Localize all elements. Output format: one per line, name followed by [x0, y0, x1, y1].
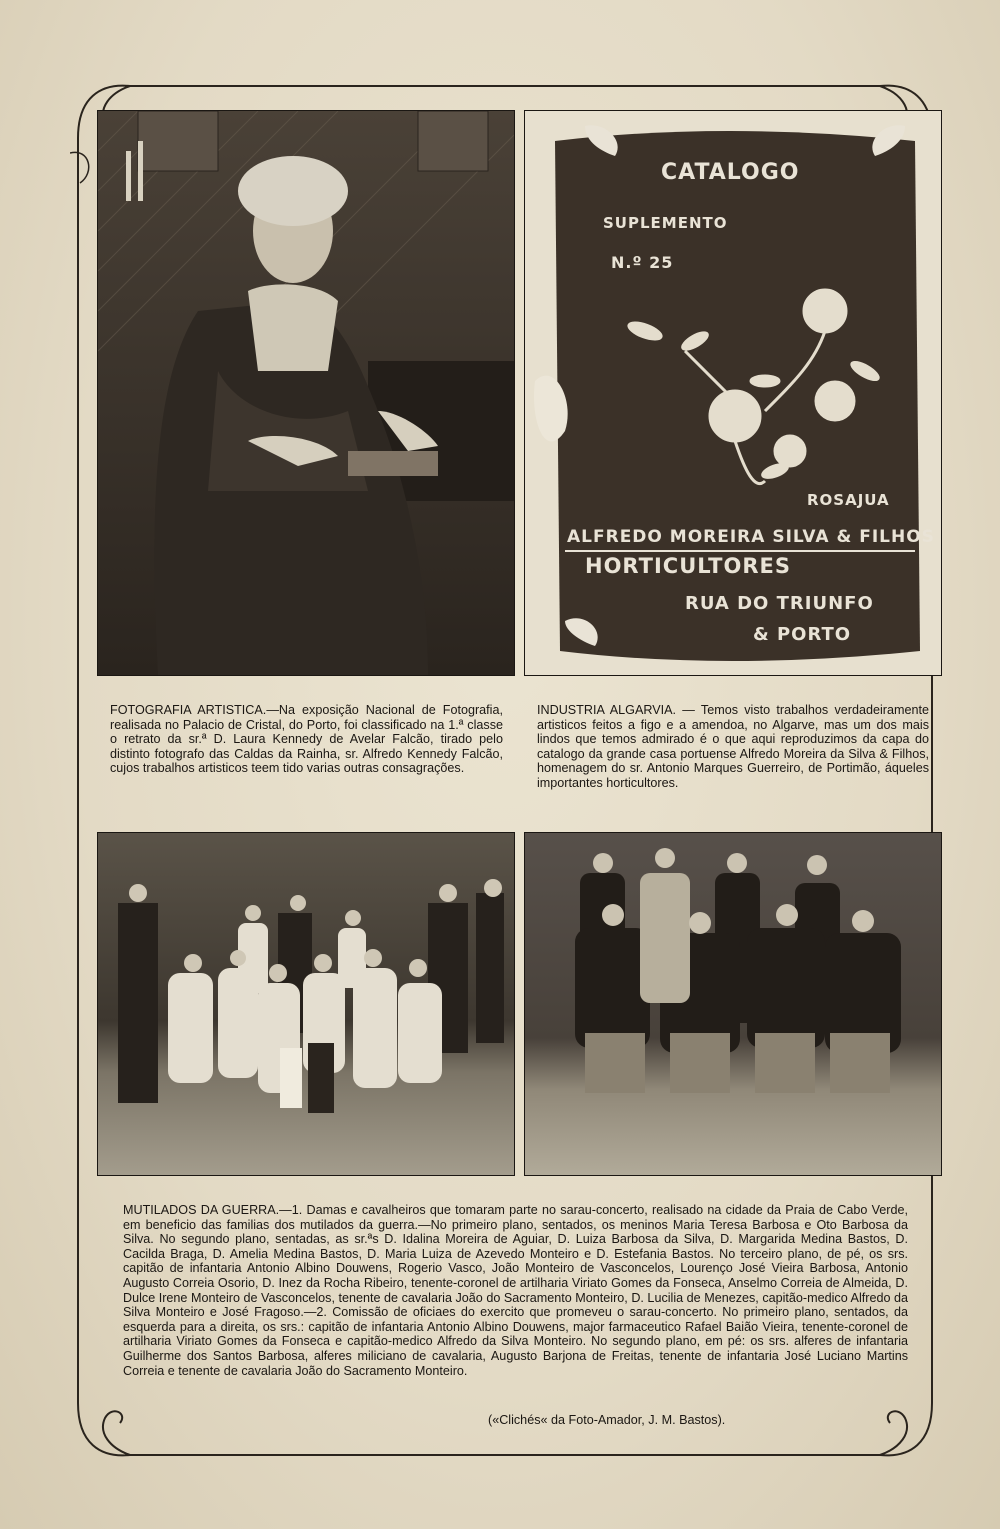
- caption-mutilados-lead: MUTILADOS DA GUERRA.: [123, 1203, 280, 1217]
- caption-industria: [537, 703, 929, 791]
- caption-fotografia: [110, 703, 503, 776]
- catalog-title: CATALOGO: [661, 160, 800, 185]
- catalog-rosajua: ROSAJUA: [807, 491, 890, 509]
- caption-industria-lead: INDUSTRIA ALGARVIA.: [537, 703, 677, 717]
- catalog-number: N.º 25: [611, 253, 674, 272]
- catalog-address: RUA DO TRIUNFO: [685, 593, 874, 614]
- group-ladies-photo: [97, 832, 515, 1176]
- catalog-horticultores: HORTICULTORES: [585, 554, 791, 578]
- caption-fotografia-lead: FOTOGRAFIA ARTISTICA.: [110, 703, 267, 717]
- photo-credit: («Clichés« da Foto-Amador, J. M. Bastos).: [488, 1413, 726, 1427]
- caption-fotografia-body: —Na exposição Nacional de Fotografia, realisada no Palacio de Cristal, do Porto, foi classificado na 1.ª classe o retrato da sr.ª D. Laura Kennedy de Avelar Falcão, tirado pelo distinto fotografo das Caldas da Rainha, sr. Alfredo Kennedy Falcão, cujos trabalhos artisticos teem tido varias outras consagrações.: [110, 703, 503, 776]
- catalog-city: & PORTO: [753, 624, 852, 645]
- catalog-cover-photo: [524, 110, 942, 676]
- caption-industria-body: — Temos visto trabalhos verdadeiramente artisticos feitos a figo e a amendoa, no Algarve, mas um dos mais lindos que temos admirado é o que aqui reproduzimos da capa do catalogo da grande casa portuense Alfredo Moreira da Silva & Filhos, homenagem do sr. Antonio Marques Guerreiro, de Portimão, áqueles importantes horticultores.: [537, 703, 929, 790]
- catalog-firm: ALFREDO MOREIRA SILVA & FILHOS: [567, 527, 935, 547]
- catalog-supplement: SUPLEMENTO: [603, 214, 728, 232]
- caption-mutilados-body: —1. Damas e cavalheiros que tomaram parte no sarau-concerto, realisado na cidade da Praia de Cabo Verde, em beneficio das familias dos mutilados da guerra.—No primeiro plano, sentados, os meninos Maria Teresa Barbosa e Oto Barbosa da Silva. No segundo plano, sentadas, as sr.ªs D. Idalina Moreira de Aguiar, D. Luiza Barbosa da Silva, D. Margarida Medina Bastos, D. Cacilda Braga, D. Amelia Medina Bastos, D. Maria Luiza de Azevedo Monteiro e D. Estefania Bastos. No terceiro plano, de pé, os srs. capitão de infantaria Antonio Albino Douwens, Rogerio Vasco, João Monteiro de Vasconcelos, Lourenço José Vieira Barbosa, Antonio Augusto Correia Osorio, D. Inez da Rocha Ribeiro, tenente-coronel de artilharia Viriato Gomes da Fonseca, Anselmo Correia de Almeida, D. Dulce Irene Monteiro de Vasconcelos, tenente de cavalaria João do Sacramento Monteiro, D. Lucilia de Menezes, capitão-medico Alfredo da Silva Monteiro e José Fragoso.—2. Comissão de oficiaes do exercito que promeveu o sarau-concerto. No primeiro plano, sentados, da esquerda para a direita, os srs.: capitão de infantaria Antonio Albino Douwens, major farmaceutico Rafael Baião Vieira, tenente-coronel de artilharia Viriato Gomes da Fonseca e capitão-medico Alfredo da Silva Monteiro. No segundo plano, em pé: os srs. alferes de infantaria Guilherme dos Santos Barbosa, alferes miliciano de cavalaria, Augusto Barjona de Freitas, tenente de infantaria José Luciano Martins Correia e tenente de cavalaria João do Sacramento Monteiro.: [123, 1203, 908, 1378]
- caption-mutilados: [123, 1203, 908, 1378]
- group-officers-photo: [524, 832, 942, 1176]
- portrait-photo: [97, 110, 515, 676]
